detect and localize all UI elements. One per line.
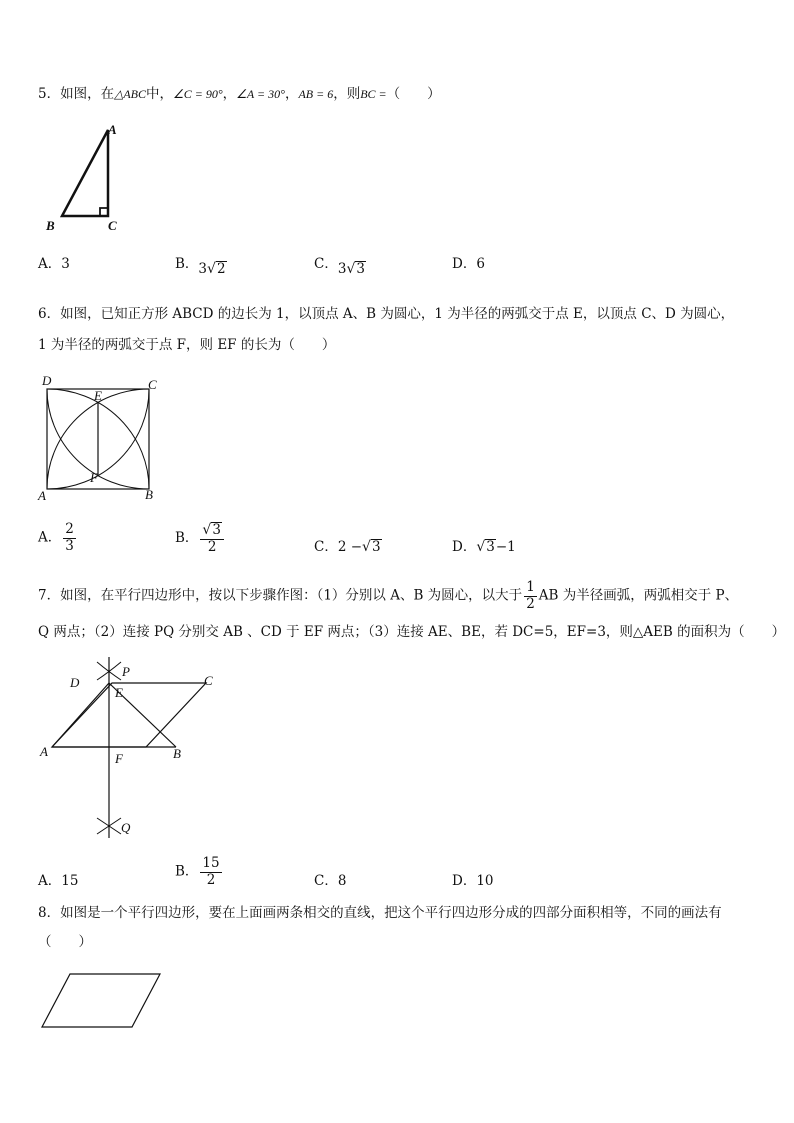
q7-label-e: E (115, 685, 123, 700)
q7-option-b-fraction (200, 856, 221, 888)
fraction-denominator: 2 (207, 538, 217, 555)
q5-option-c-label: C． (314, 256, 338, 272)
q7-option-b[interactable] (175, 856, 224, 888)
q6-option-c-radicand: 3 (371, 539, 381, 555)
q7-label-p: P (122, 664, 130, 679)
q5-angle-c: ∠C = 90° (173, 87, 223, 101)
q6-option-a[interactable] (38, 522, 78, 554)
q6-label-e: E (94, 388, 102, 403)
q5-option-c-radicand: 3 (356, 261, 365, 277)
fraction-denominator: 2 (526, 595, 535, 612)
q7-label-c: C (204, 673, 213, 688)
q6-label-f: F (90, 470, 98, 485)
q6-option-d[interactable] (452, 535, 516, 555)
question-8-line-2: （ ） (38, 934, 92, 950)
question-5-stem (38, 84, 441, 106)
q5-answer-paren: （ ） (386, 86, 441, 102)
sqrt-icon: √ (362, 539, 371, 555)
q5-text: 中， (146, 86, 173, 102)
q6-option-c-label: C． (314, 539, 338, 555)
q6-option-c-pre: 2 − (337, 539, 363, 555)
q5-ask-bc: BC = (360, 87, 387, 101)
sqrt-icon: √ (346, 261, 356, 277)
q6-option-a-label: A． (38, 529, 62, 546)
q7-label-b: B (173, 746, 181, 761)
q7-half-fraction (524, 580, 537, 612)
q6-option-d-radicand: 3 (486, 539, 495, 555)
question-7-line-2: Q 两点；（2）连接 PQ 分别交 AB 、CD 于 EF 两点；（3）连接 AE、BE，若 DC=5，EF=3，则△AEB 的面积为（ ） (38, 624, 786, 640)
sqrt-icon: √ (476, 539, 486, 555)
q5-option-b-radicand: 2 (216, 261, 226, 277)
q6-option-b[interactable] (175, 522, 226, 555)
q6-option-a-fraction (63, 522, 76, 554)
q7-label-d: D (70, 675, 80, 690)
q6-option-d-label: D． (452, 539, 477, 555)
q6-option-c[interactable] (314, 535, 382, 555)
sqrt-icon: √ (202, 522, 212, 538)
q8-parallelogram-figure (40, 972, 170, 1032)
q5-sep: ， (284, 86, 299, 102)
q5-option-a[interactable]: A．3 (38, 256, 70, 272)
q7-label-a: A (40, 744, 48, 759)
fraction-numerator: 15 (202, 855, 220, 871)
q5-angle-a: ∠A = 30° (236, 87, 285, 101)
q5-label-c: C (108, 218, 117, 233)
question-6-line-2: 1 为半径的两弧交于点 F，则 EF 的长为（ ） (38, 337, 336, 353)
sqrt-icon: √ (207, 261, 216, 277)
q7-option-a[interactable]: A．15 (38, 873, 79, 889)
fraction-numerator: 1 (526, 579, 535, 595)
q5-triangle-figure (40, 118, 140, 238)
q5-option-c-coef: 3 (337, 261, 347, 277)
q5-triangle-shape (62, 130, 108, 216)
q6-option-b-fraction (200, 522, 224, 555)
q6-label-c: C (148, 377, 157, 392)
fraction-numerator: 2 (65, 521, 74, 537)
q5-option-d[interactable]: D．6 (452, 256, 485, 272)
q6-option-d-post: −1 (495, 539, 516, 555)
question-8-line-1: 8．如图是一个平行四边形，要在上面画两条相交的直线，把这个平行四边形分成的四部分面积相等，不同的画法有 (38, 905, 722, 921)
question-7-line-1 (38, 580, 738, 612)
q6-label-d: D (42, 373, 52, 388)
fraction-denominator: 3 (65, 537, 74, 554)
q5-option-b[interactable] (175, 252, 227, 277)
q7-parallelogram (52, 683, 206, 747)
q5-triangle: △ABC (114, 87, 146, 101)
fraction-denominator: 2 (206, 871, 216, 888)
q7-option-b-label: B． (175, 863, 199, 880)
q5-option-c[interactable] (314, 252, 366, 277)
q5-side-ab: AB = 6 (298, 87, 334, 101)
q7-label-f: F (115, 751, 123, 766)
fraction-numerator (200, 522, 224, 540)
q6-option-b-radicand: 3 (212, 522, 221, 538)
q6-label-b: B (145, 487, 153, 502)
q7-option-d[interactable]: D．10 (452, 873, 494, 889)
q7-text-a: 7．如图，在平行四边形中，按以下步骤作图：（1）分别以 A、B 为圆心，以大于 (38, 587, 523, 604)
q5-number: 5．如图，在 (38, 86, 115, 102)
q8-parallelogram (42, 974, 160, 1027)
q6-option-b-label: B． (175, 530, 199, 547)
q7-segment-ae (52, 683, 109, 747)
q7-parallelogram-figure (38, 652, 238, 852)
q6-label-a: A (38, 488, 46, 503)
q7-label-q: Q (121, 820, 131, 835)
q5-option-b-label: B． (175, 256, 199, 272)
q5-label-a: A (108, 122, 117, 137)
q5-label-b: B (46, 218, 55, 233)
q5-text: ，则 (333, 86, 361, 102)
question-6-line-1: 6．如图，已知正方形 ABCD 的边长为 1，以顶点 A、B 为圆心，1 为半径的两弧交于点 E，以顶点 C、D 为圆心， (38, 306, 735, 322)
q7-text-b: AB 为半径画弧，两弧相交于 P、 (538, 587, 739, 604)
q5-sep: ， (222, 86, 237, 102)
q5-option-b-coef: 3 (198, 261, 208, 277)
q6-square-figure (34, 372, 164, 502)
q7-option-c[interactable]: C．8 (314, 873, 347, 889)
